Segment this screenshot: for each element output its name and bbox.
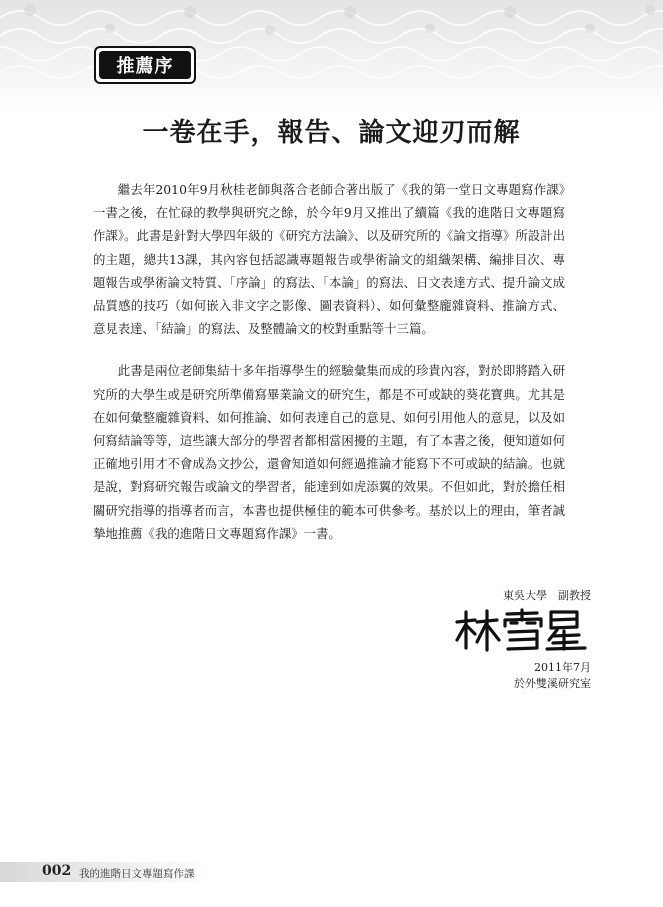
signature-place: 於外雙溪研究室: [514, 677, 591, 690]
paragraph-2: 此書是兩位老師集結十多年指導學生的經驗彙集而成的珍貴內容，對於即將踏入研究所的大學生或是研究所準備寫畢業論文的研究生，都是不可或缺的葵花寶典。尤其是在如何彙整龐雜資料、如何推論、如何表達自己的意見、如何引用他人的意見，以及如何寫結論等等，這些讓大部分的學習者都相當困擾的主題，有了本書之後，便知道如何正確地引用才不會成為文抄公，還會知道如何經過推論才能寫下不可或缺的結論。也就是說，對寫研究報告或論文的學習者，能達到如虎添翼的效果。不但如此，對於擔任相關研究指導的指導者而言，本書也提供極佳的範本可供參考。基於以上的理由，筆者誠摯地推薦《我的進階日文專題寫作課》一書。: [93, 363, 565, 541]
badge-label: 推薦序: [99, 51, 191, 79]
paragraph-1: 繼去年2010年9月秋桂老師與落合老師合著出版了《我的第一堂日文專題寫作課》一書之後，在忙碌的教學與研究之餘，於今年9月又推出了續篇《我的進階日文專題寫作課》。此書是針對大學四年級的《研究方法論》、以及研究所的《論文指導》所設計出的主題，總共13課，其內容包括認識專題報告或學術論文的組織架構、編排目次、專題報告或學術論文特質、「序論」的寫法、「本論」的寫法、日文表達方式、提升論文成品質感的技巧（如何嵌入非文字之影像、圖表資料）、如何彙整龐雜資料、推論方式、意見表達、「結論」的寫法、及整體論文的校對重點等十三篇。: [93, 182, 565, 337]
signature-affiliation: 東吳大學 副教授: [503, 589, 591, 602]
page-title: 一卷在手，報告、論文迎刃而解: [142, 118, 521, 148]
section-badge: [94, 46, 196, 84]
body-text: [93, 178, 565, 564]
signature-block: [391, 588, 591, 692]
footer-book-title: 我的進階日文專題寫作課: [79, 868, 195, 880]
page-number: 002: [42, 863, 72, 879]
signature-date: 2011年7月: [534, 661, 591, 674]
handwritten-signature: [453, 608, 593, 652]
